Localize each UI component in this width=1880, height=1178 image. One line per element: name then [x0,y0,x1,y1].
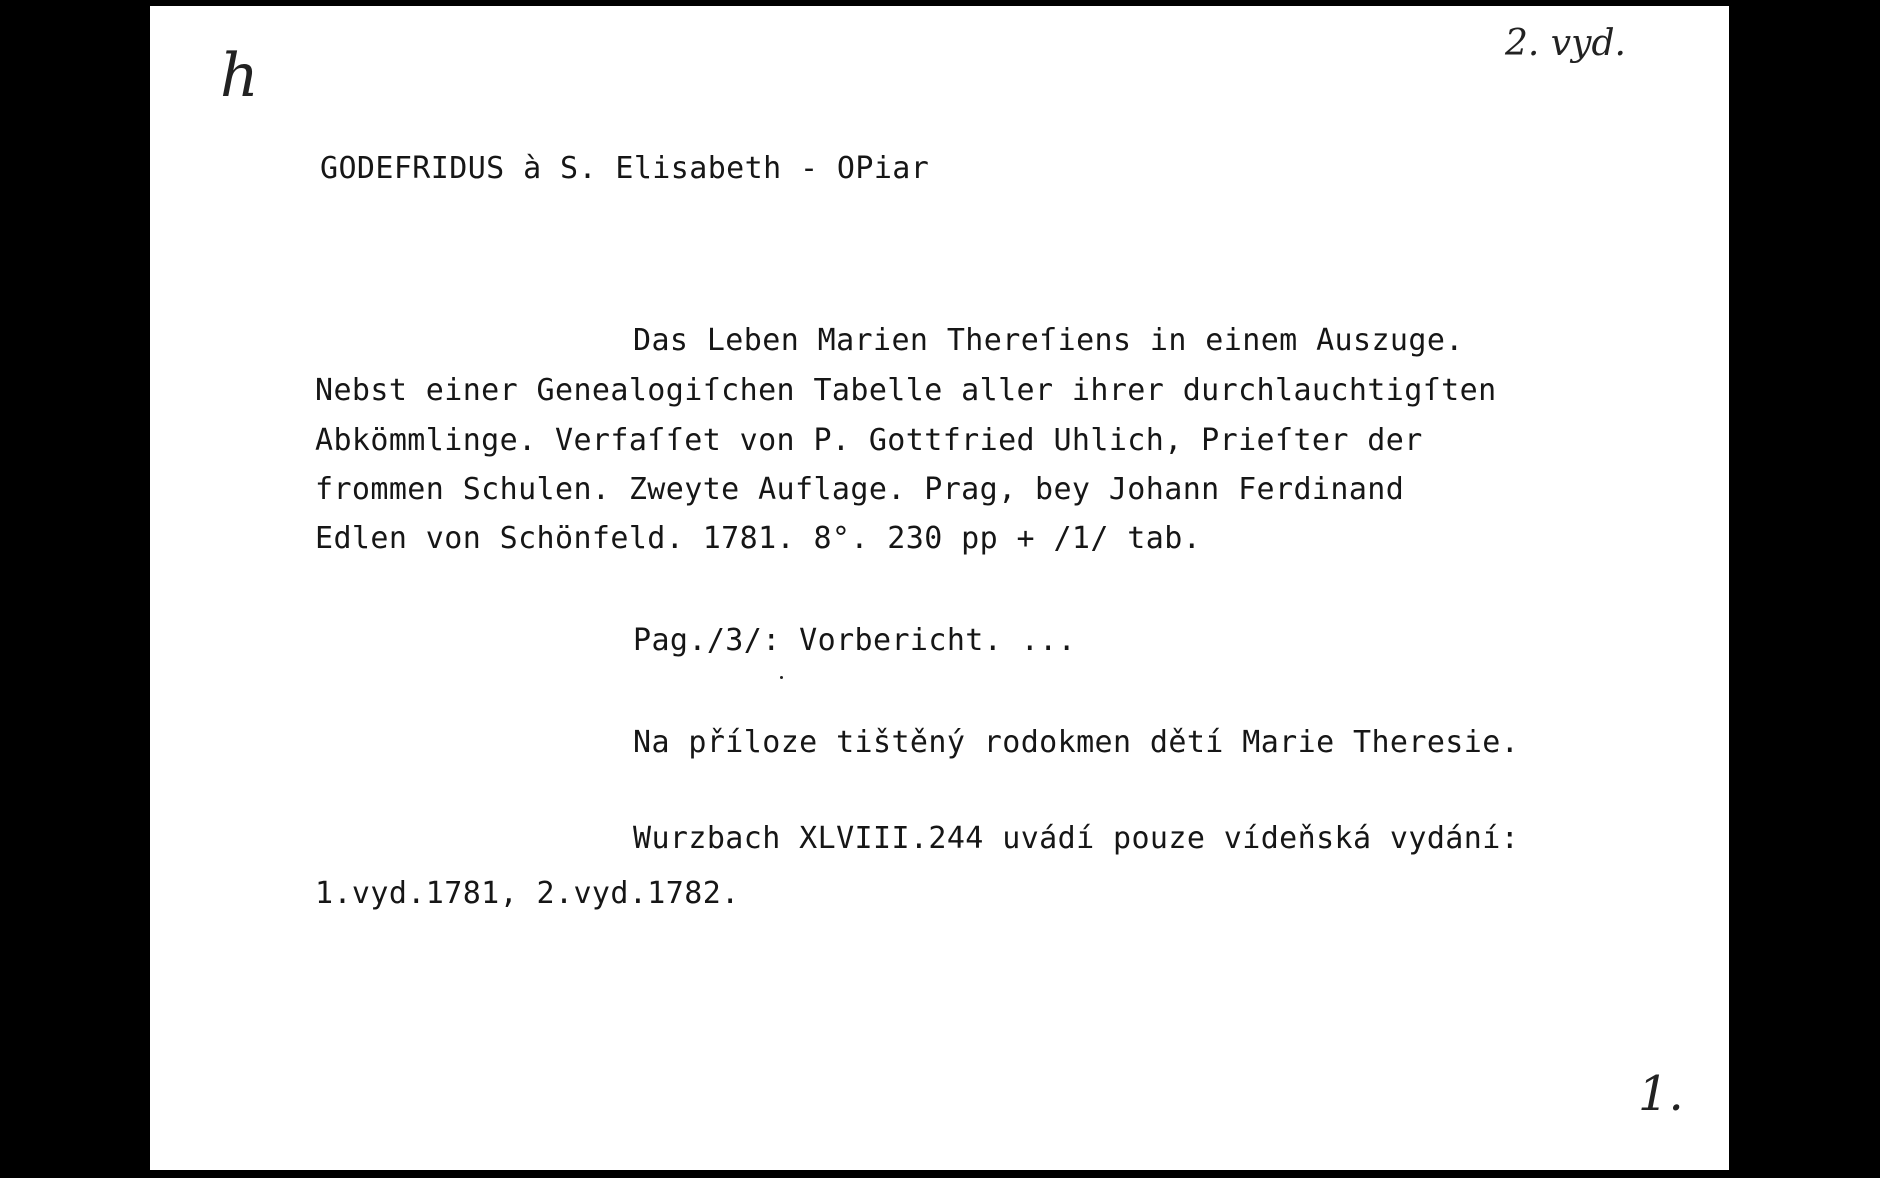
title-line-3: Abkömmlinge. Verfaſſet von P. Gottfried Uhlich, Prieſter der [315,423,1423,458]
wurzbach-note-line-2: 1.vyd.1781, 2.vyd.1782. [315,876,740,911]
handwritten-edition-note: 2. vyd. [1505,23,1626,64]
title-line-4: frommen Schulen. Zweyte Auflage. Prag, bey Johann Ferdinand [315,472,1405,507]
pagination-note: Pag./3/: Vorbericht. ... [633,623,1077,658]
handwritten-mark: h [220,41,259,111]
title-line-1: Das Leben Marien Thereſiens in einem Auszuge. [633,323,1464,358]
ink-speck [780,676,783,679]
supplement-note: Na příloze tištěný rodokmen dětí Marie Theresie. [633,725,1520,760]
handwritten-page-number: 1. [1638,1066,1684,1122]
title-line-5: Edlen von Schönfeld. 1781. 8°. 230 pp + /1/ tab. [315,521,1202,556]
wurzbach-note-line-1: Wurzbach XLVIII.244 uvádí pouze vídeňská vydání: [633,821,1520,856]
title-line-2: Nebst einer Genealogiſchen Tabelle aller ihrer durchlauchtigſten [315,373,1497,408]
catalog-card [150,6,1729,1170]
author-heading: GODEFRIDUS à S. Elisabeth - OPiar [320,151,930,186]
